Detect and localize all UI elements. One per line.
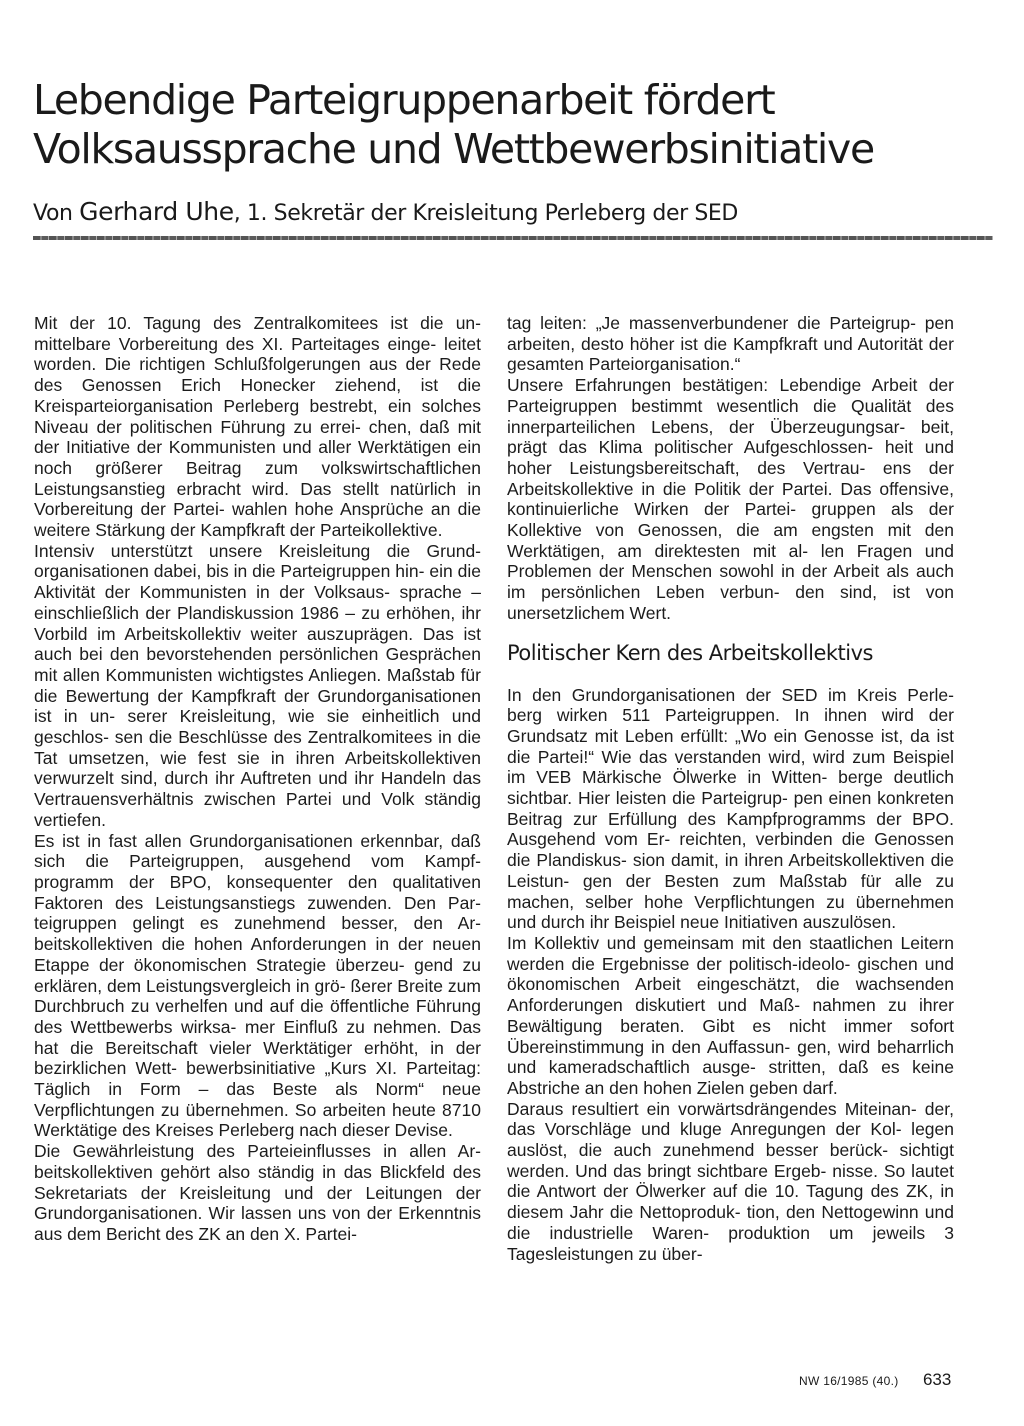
page-number: 633 (922, 1370, 952, 1389)
byline-author: Gerhard Uhe (79, 197, 234, 226)
paragraph: Im Kollektiv und gemeinsam mit den staatlichen Leitern werden die Ergebnisse der politisch-ideolo- gischen und ökonomischen Arbeit eingeschätzt, die wachsenden Anforderungen diskutiert und Maß- nahmen zu ihrer Bewältigung beraten. Gibt es nicht immer sofort Übereinstimmung in den Auffassun- gen, wird beharrlich und kameradschaftlich ausge- stritten, daß es keine Abstriche an den hohen Zielen geben darf. (507, 932, 954, 1098)
headline-line-1: Lebendige Parteigruppenarbeit fördert (33, 76, 775, 124)
paragraph: Es ist in fast allen Grundorganisationen erkennbar, daß sich die Parteigruppen, ausgehend vom Kampf- programm der BPO, konsequenter den qualitativen Faktoren des Leistungsanstiegs zuwenden. Den Par- teigruppen gelingt es zunehmend besser, den Ar- beitskollektiven die hohen Anforderungen in der neuen Etappe der ökonomischen Strategie überzeu- gend zu erklären, dem Leistungsvergleich in grö- ßerer Breite zum Durchbruch zu verhelfen und auf die öffentliche Führung des Wettbewerbs wirksa- mer Einfluß zu nehmen. Das hat die Bereitschaft vieler Werktätiger erhöht, in der bezirklichen Wett- bewerbsinitiative „Kurs XI. Parteitag: Täglich in Form – das Beste als Norm“ neue Verpflichtungen zu übernehmen. So arbeiten heute 8710 Werktätige des Kreises Perleberg nach dieser Devise. (34, 830, 481, 1141)
paragraph: Die Gewährleistung des Parteieinflusses in allen Ar- beitskollektiven gehört also ständig in das Blickfeld des Sekretariats der Kreisleitung und der Leitungen der Grundorganisationen. Wir lassen uns von der Erkenntnis aus dem Bericht des ZK an den X. Partei- (34, 1141, 481, 1244)
headline-line-2: Volksaussprache und Wettbewerbsinitiative (33, 125, 874, 173)
paragraph: Intensiv unterstützt unsere Kreisleitung die Grund- organisationen dabei, bis in die Parteigruppen hin- ein die Aktivität der Kommunisten in der Volksaus- sprache – einschließlich der Plandiskussion 1986 – zu erhöhen, ihr Vorbild im Arbeitskollektiv weiter auszuprägen. Das ist auch bei den bevorstehenden persönlichen Gesprächen mit allen Kommunisten wichtigstes Anliegen. Maßstab für die Bewertung der Kampfkraft der Grundorganisationen ist in un- serer Kreisleitung, wie sie einheitlich und geschlos- sen die Beschlüsse des Zentralkomitees in die Tat umsetzen, wie fest sie in ihren Arbeitskollektiven verwurzelt sind, durch ihr Auftreten und ihr Handeln das Vertrauensverhältnis zwischen Partei und Volk ständig vertiefen. (34, 540, 481, 830)
right-column (507, 313, 954, 1264)
left-column (34, 313, 481, 1245)
page-footer (799, 1370, 951, 1390)
byline (33, 197, 738, 229)
byline-divider (33, 236, 993, 240)
byline-role: , 1. Sekretär der Kreisleitung Perleberg der SED (233, 201, 738, 226)
paragraph: Daraus resultiert ein vorwärtsdrängendes Miteinan- der, das Vorschläge und kluge Anregungen der Kol- legen auslöst, die auch zunehmend besser berück- sichtigt werden. Und das bringt sichtbare Ergeb- nisse. So lautet die Antwort der Ölwerker auf die 10. Tagung des ZK, in diesem Jahr die Nettoproduk- tion, den Nettogewinn und die industrielle Waren- produktion um jeweils 3 Tagesleistungen zu über- (507, 1098, 954, 1264)
paragraph: Mit der 10. Tagung des Zentralkomitees ist die un- mittelbare Vorbereitung des XI. Parteitages einge- leitet worden. Die richtigen Schlußfolgerungen aus der Rede des Genossen Erich Honecker ziehend, ist die Kreisparteiorganisation Perleberg bestrebt, ein solches Niveau der politischen Führung zu errei- chen, daß mit der Initiative der Kommunisten und aller Werktätigen ein noch größerer Beitrag zum volkswirtschaftlichen Leistungsanstieg erbracht wird. Das stellt natürlich in Vorbereitung der Partei- wahlen hohe Ansprüche an die weitere Stärkung der Kampfkraft der Parteikollektive. (34, 313, 481, 541)
paragraph: Unsere Erfahrungen bestätigen: Lebendige Arbeit der Parteigruppen bestimmt wesentlich die Qualität des innerparteilichen Lebens, der Überzeugungsar- beit, prägt das Klima politischer Aufgeschlossen- heit und hoher Leistungsbereitschaft, des Vertrau- ens der Arbeitskollektive in die Politik der Partei. Das offensive, kontinuierliche Wirken der Partei- gruppen als der Kollektive von Genossen, die am engsten mit den Werktätigen, am direktesten mit al- len Fragen und Problemen der Menschen sowohl in der Arbeit als auch im persönlichen Leben verbun- den sind, ist von unersetzlichem Wert. (507, 375, 954, 623)
issue-label: NW 16/1985 (40.) (799, 1374, 899, 1388)
article-headline (33, 76, 993, 174)
paragraph: In den Grundorganisationen der SED im Kreis Perle- berg wirken 511 Parteigruppen. In ihnen wird der Grundsatz mit Leben erfüllt: „Wo ein Genosse ist, da ist die Partei!“ Wie das verstanden wird, wird zum Beispiel im VEB Märkische Ölwerke in Witten- berge deutlich sichtbar. Hier leisten die Parteigrup- pen einen konkreten Beitrag zur Erfüllung des Kampfprogramms der BPO. Ausgehend vom Er- reichten, verbinden die Genossen die Plandiskus- sion damit, in ihren Arbeitskollektiven die Leistun- gen der Besten zum Maßstab für alle zu machen, selber hohe Verpflichtungen zu übernehmen und durch ihr Beispiel neue Initiativen auszulösen. (507, 684, 954, 933)
paragraph: tag leiten: „Je massenverbundener die Parteigrup- pen arbeiten, desto höher ist die Kampfkraft und Autorität der gesamten Parteiorganisation.“ (507, 313, 954, 375)
byline-prefix: Von (33, 201, 80, 226)
section-subheading: Politischer Kern des Arbeitskollektivs (507, 640, 873, 665)
